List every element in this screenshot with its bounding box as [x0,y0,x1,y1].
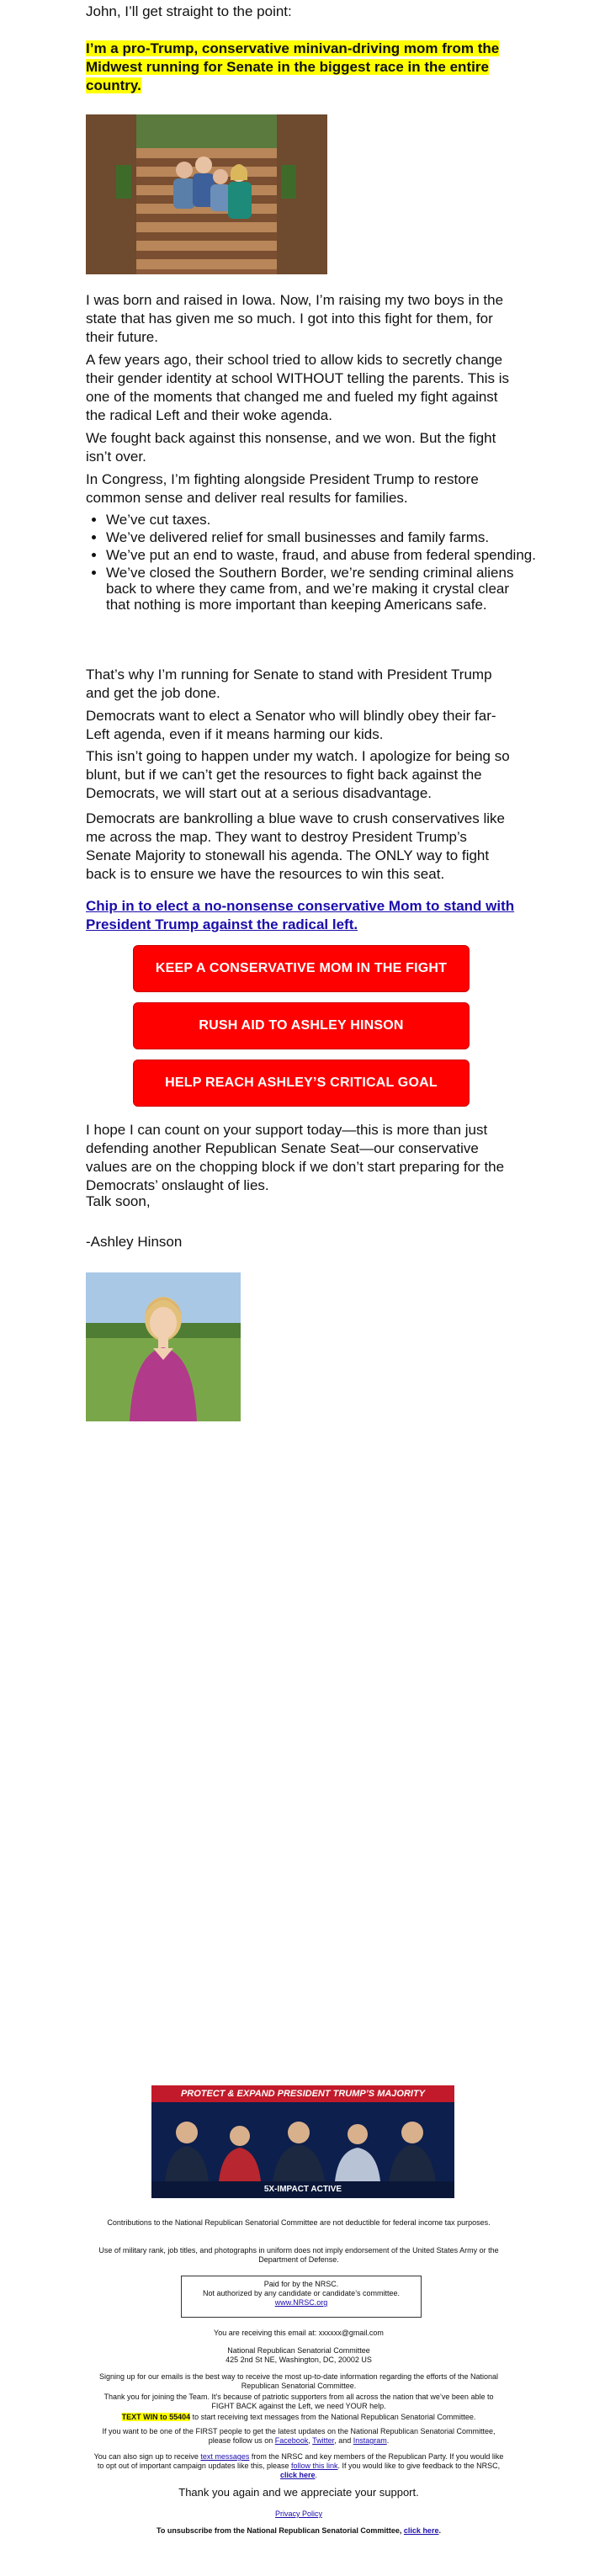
instagram-link[interactable]: Instagram [353,2436,387,2445]
cta-link[interactable]: Chip in to elect a no-nonsense conservative Mom to stand with President Trump against the radical left. [86,898,515,932]
sms-mid-2: . If you would like to give feedback to the NRSC, [337,2462,501,2470]
text-messages-link[interactable]: text messages [200,2452,250,2461]
unsubscribe-pre: To unsubscribe from the National Republican Senatorial Committee, [157,2526,404,2535]
nrsc-banner[interactable] [151,2085,454,2198]
social-end: . [386,2436,390,2445]
banner-headline: PROTECT & EXPAND PRESIDENT TRUMP’S MAJORITY [180,2089,426,2099]
intro-highlight [86,40,523,95]
opt-out-link[interactable]: follow this link [291,2462,338,2470]
unsubscribe-link[interactable]: click here [403,2526,439,2535]
unsubscribe-note [93,2526,505,2536]
paid-for-line-1: Paid for by the NRSC. [263,2280,339,2288]
org-name: National Republican Senatorial Committee [227,2346,370,2355]
reach-goal-button[interactable]: HELP REACH ASHLEY’S CRITICAL GOAL [133,1060,470,1107]
list-item: • We’ve delivered relief for small businesses and family farms. [106,529,536,545]
text-win-rest: to start receiving text messages from the National Republican Senatorial Committee. [190,2413,476,2421]
privacy-row [93,2510,505,2519]
feedback-link[interactable]: click here [279,2471,316,2479]
rush-aid-button[interactable]: RUSH AID TO ASHLEY HINSON [133,1002,470,1049]
sms-mid: from the NRSC and key members of the Republican Party. If you would like to opt out of important campaign updates like this, please [97,2452,504,2470]
candidate-portrait [86,1272,241,1421]
paragraph-4: In Congress, I’m fighting alongside President Trump to restore common sense and deliver real results for families. [86,471,479,506]
list-item: • We’ve put an end to waste, fraud, and abuse from federal spending. [106,547,536,563]
paragraph-5: That’s why I’m running for Senate to stand with President Trump and get the job done. [86,667,492,701]
social-note [93,2427,505,2446]
military-note: Use of military rank, job titles, and photographs in uniform does not imply endorsement of the United States Army or the Department of Defense. [98,2246,499,2264]
closing-paragraph: I hope I can count on your support today—this is more than just defending another Republican Senate Seat—our conservative values are on the chopping block if we don’t start preparing for the Democrats’ onslaught of lies. [86,1122,505,1193]
thank-you-note: Thank you again and we appreciate your support. [178,2486,419,2499]
social-sep-2: , and [334,2436,353,2445]
text-win-note [93,2413,505,2422]
paragraph-8: Democrats are bankrolling a blue wave to crush conservatives like me across the map. They want to destroy President Trump’s Senate Majority to stonewall his agenda. The ONLY way to fight back is to ensure we have the resources to win this seat. [86,810,505,882]
sms-note [93,2452,505,2480]
family-photo [86,114,327,274]
thanks-team-note: Thank you for joining the Team. It’s because of patriotic supporters from all across the nation that we’ve been able to FIGHT BACK against the Left, we need YOUR help. [103,2393,494,2410]
social-sep-1: , [308,2436,313,2445]
sign-off: Talk soon, [86,1193,151,1209]
signature: -Ashley Hinson [86,1234,183,1250]
receiving-email: You are receiving this email at: xxxxxx@gmail.com [214,2329,384,2337]
candidate-portrait-image [86,1272,241,1421]
paragraph-7: This isn’t going to happen under my watch. I apologize for being so blunt, but if we can’t get the resources to fight back against the Democrats, we will start out at a serious disadvantage. [86,748,510,801]
list-item: • We’ve cut taxes. [106,512,536,528]
tax-note: Contributions to the National Republican Senatorial Committee are not deductible for federal income tax purposes. [107,2218,491,2227]
facebook-link[interactable]: Facebook [274,2436,309,2445]
banner-badge: 5X-IMPACT ACTIVE [263,2185,342,2194]
sms-pre: You can also sign up to receive [93,2452,201,2461]
intro-highlight-text: I’m a pro-Trump, conservative minivan-driving mom from the Midwest running for Senate in the biggest race in the entire country. [86,40,500,93]
nrsc-site-link[interactable]: www.NRSC.org [274,2298,328,2307]
paid-for-line-2: Not authorized by any candidate or candidate’s committee. [203,2289,400,2297]
text-win-highlight: TEXT WIN to 55404 [121,2413,191,2421]
paragraph-1: I was born and raised in Iowa. Now, I’m raising my two boys in the state that has given me so much. I got into this fight for them, for their future. [86,292,504,345]
twitter-link[interactable]: Twitter [312,2436,335,2445]
paragraph-6: Democrats want to elect a Senator who will blindly obey their far-Left agenda, even if it means harming our kids. [86,708,496,742]
keep-conservative-mom-button[interactable]: KEEP A CONSERVATIVE MOM IN THE FIGHT [133,945,470,992]
cta-paragraph [86,897,516,934]
org-address: 425 2nd St NE, Washington, DC, 20002 US [226,2356,372,2364]
privacy-policy-link[interactable]: Privacy Policy [274,2510,322,2518]
paragraph-3: We fought back against this nonsense, and we won. But the fight isn’t over. [86,430,496,465]
banner-image [151,2085,454,2198]
signup-note: Signing up for our emails is the best way to receive the most up-to-date information regarding the efforts of the National Republican Senatorial Committee. [98,2372,499,2390]
greeting: John, I’ll get straight to the point: [86,3,292,19]
list-item: • We’ve closed the Southern Border, we’re sending criminal aliens back to where they came from, and we’re making it crystal clear that nothing is more important than keeping Americans safe. [106,565,536,613]
family-photo-image [86,114,327,274]
sms-end: . [315,2471,318,2479]
paid-for-box [181,2276,422,2318]
social-pre: If you want to be one of the FIRST people to get the latest updates on the National Republican Senatorial Committee, please follow us on [102,2427,496,2445]
accomplishments-list [86,512,536,614]
unsubscribe-end: . [438,2526,441,2535]
paragraph-2: A few years ago, their school tried to allow kids to secretly change their gender identity at school WITHOUT telling the parents. This is one of the moments that changed me and fueled my fight against the radical Left and their woke agenda. [86,352,509,423]
